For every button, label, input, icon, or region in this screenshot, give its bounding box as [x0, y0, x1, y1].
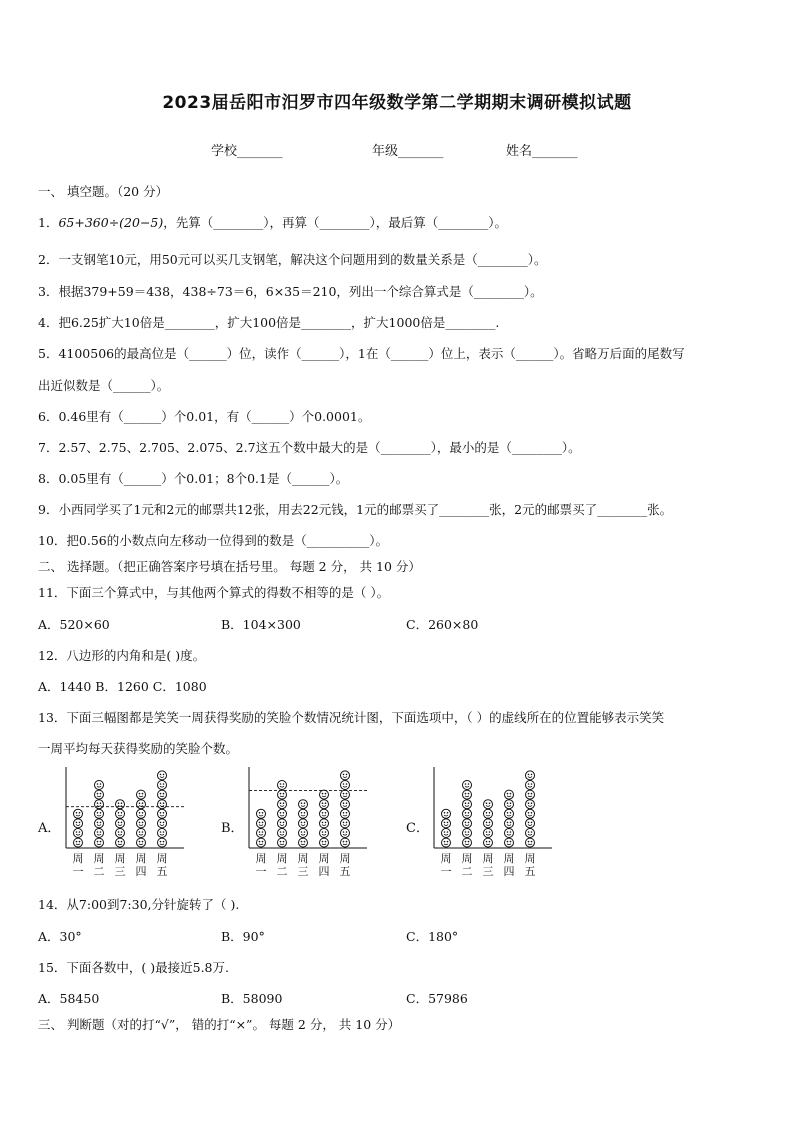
smiley-face-icon — [116, 838, 125, 847]
option-c[interactable]: C．180° — [406, 929, 459, 944]
smiley-face-icon — [320, 790, 329, 799]
question-6: 6．0.46里有（______）个0.01，有（______）个0.0001。 — [38, 409, 371, 424]
smiley-face-icon — [505, 838, 514, 847]
day-label: 五 — [156, 865, 168, 878]
name-field[interactable]: 姓名_______ — [506, 144, 578, 159]
grade-field[interactable]: 年级_______ — [372, 144, 444, 159]
option-b[interactable]: B．104×300 — [221, 617, 301, 632]
section-heading-choice: 二、 选择题。（把正确答案序号填在括号里。 每题 2 分， 共 10 分） — [38, 559, 421, 574]
day-label: 五 — [524, 865, 536, 878]
smiley-face-icon — [341, 838, 350, 847]
smiley-face-icon — [526, 790, 535, 799]
question-9: 9．小西同学买了1元和2元的邮票共12张，用去22元钱，1元的邮票买了________张，2元的邮票买了________张。 — [38, 502, 673, 517]
smiley-face-icon — [299, 829, 308, 838]
smiley-face-icon — [484, 819, 493, 828]
question-2: 2．一支钢笔10元，用50元可以买几支钢笔，解决这个问题用到的数量关系是（________）。 — [38, 252, 547, 267]
smiley-face-icon — [278, 829, 287, 838]
pictograph-c[interactable] — [406, 765, 576, 880]
smiley-face-icon — [278, 819, 287, 828]
smiley-face-icon — [116, 829, 125, 838]
smiley-face-icon — [95, 838, 104, 847]
smiley-face-icon — [137, 809, 146, 818]
smiley-face-icon — [442, 838, 451, 847]
smiley-face-icon — [320, 838, 329, 847]
section-heading-judge: 三、 判断题（对的打“√”， 错的打“×”。 每题 2 分， 共 10 分） — [38, 1017, 401, 1032]
smiley-face-icon — [158, 819, 167, 828]
smiley-face-icon — [137, 838, 146, 847]
smiley-face-icon — [526, 809, 535, 818]
day-label: 周 — [135, 852, 147, 865]
section-heading-fill: 一、 填空题。（20 分） — [38, 184, 169, 199]
smiley-face-icon — [278, 781, 287, 790]
day-label: 周 — [524, 852, 536, 865]
question-1 — [38, 213, 507, 231]
option-b[interactable]: B．90° — [221, 929, 265, 944]
smiley-face-icon — [320, 829, 329, 838]
smiley-face-icon — [158, 838, 167, 847]
smiley-face-icon — [257, 838, 266, 847]
smiley-face-icon — [442, 809, 451, 818]
smiley-face-icon — [505, 800, 514, 809]
day-label: 周 — [114, 852, 126, 865]
day-label: 周 — [72, 852, 84, 865]
day-label: 二 — [461, 865, 473, 878]
day-label: 周 — [156, 852, 168, 865]
day-label: 周 — [255, 852, 267, 865]
day-label: 周 — [297, 852, 309, 865]
smiley-face-icon — [158, 790, 167, 799]
smiley-face-icon — [320, 800, 329, 809]
smiley-face-icon — [484, 829, 493, 838]
question-3: 3．根据379+59＝438，438÷73＝6，6×35＝210，列出一个综合算式是（________）。 — [38, 284, 543, 299]
smiley-face-icon — [299, 809, 308, 818]
option-label: A． — [38, 821, 61, 836]
question-14: 14．从7:00到7:30,分针旋转了（ ). — [38, 897, 240, 912]
smiley-face-icon — [95, 809, 104, 818]
question-4: 4．把6.25扩大10倍是________，扩大100倍是________，扩大1000倍是________. — [38, 315, 500, 330]
option-a[interactable]: A．58450 — [38, 991, 100, 1006]
smiley-face-icon — [505, 819, 514, 828]
day-label: 周 — [276, 852, 288, 865]
option-b[interactable]: B．58090 — [221, 991, 283, 1006]
option-label: B． — [221, 821, 244, 836]
question-number: 1． — [38, 215, 59, 230]
day-label: 周 — [461, 852, 473, 865]
smiley-face-icon — [137, 829, 146, 838]
smiley-face-icon — [341, 800, 350, 809]
question-5-continued: 出近似数是（______）。 — [38, 378, 170, 393]
page-title: 2023届岳阳市汨罗市四年级数学第二学期期末调研模拟试题 — [162, 93, 632, 113]
smiley-face-icon — [463, 838, 472, 847]
option-label: C． — [406, 821, 429, 836]
smiley-face-icon — [95, 800, 104, 809]
question-10: 10．把0.56的小数点向左移动一位得到的数是（__________）。 — [38, 533, 388, 548]
day-label: 一 — [255, 865, 267, 878]
smiley-face-icon — [257, 829, 266, 838]
smiley-face-icon — [158, 781, 167, 790]
smiley-face-icon — [484, 838, 493, 847]
option-c[interactable]: C．260×80 — [406, 617, 479, 632]
smiley-face-icon — [526, 800, 535, 809]
question-11: 11．下面三个算式中，与其他两个算式的得数不相等的是（ ）。 — [38, 585, 390, 600]
day-label: 一 — [440, 865, 452, 878]
day-label: 周 — [482, 852, 494, 865]
smiley-face-icon — [341, 819, 350, 828]
smiley-face-icon — [526, 838, 535, 847]
smiley-face-icon — [74, 838, 83, 847]
smiley-face-icon — [74, 809, 83, 818]
smiley-face-icon — [341, 790, 350, 799]
smiley-face-icon — [257, 819, 266, 828]
smiley-face-icon — [116, 809, 125, 818]
smiley-face-icon — [278, 790, 287, 799]
smiley-face-icon — [526, 829, 535, 838]
smiley-face-icon — [526, 781, 535, 790]
smiley-face-icon — [299, 819, 308, 828]
smiley-face-icon — [463, 800, 472, 809]
smiley-face-icon — [484, 809, 493, 818]
smiley-face-icon — [95, 819, 104, 828]
option-a[interactable]: A．520×60 — [38, 617, 110, 632]
day-label: 周 — [318, 852, 330, 865]
math-expression: 65+360÷(20−5) — [58, 215, 164, 230]
smiley-face-icon — [484, 800, 493, 809]
smiley-face-icon — [74, 829, 83, 838]
question-12: 12．八边形的内角和是( )度。 — [38, 648, 206, 663]
smiley-face-icon — [463, 829, 472, 838]
question-8: 8．0.05里有（______）个0.01；8个0.1是（______）。 — [38, 471, 349, 486]
smiley-face-icon — [116, 819, 125, 828]
option-c[interactable]: C．57986 — [406, 991, 468, 1006]
smiley-face-icon — [278, 838, 287, 847]
pictograph-svg — [221, 765, 391, 880]
smiley-face-icon — [341, 781, 350, 790]
question-13-continued: 一周平均每天获得奖励的笑脸个数。 — [38, 741, 239, 756]
smiley-face-icon — [320, 819, 329, 828]
pictograph-a[interactable] — [38, 765, 208, 880]
day-label: 周 — [440, 852, 452, 865]
smiley-face-icon — [320, 809, 329, 818]
smiley-face-icon — [341, 809, 350, 818]
option-a[interactable]: A．30° — [38, 929, 82, 944]
pictograph-svg — [38, 765, 208, 880]
day-label: 三 — [114, 865, 126, 878]
smiley-face-icon — [463, 781, 472, 790]
school-field[interactable]: 学校_______ — [211, 144, 283, 159]
smiley-face-icon — [463, 809, 472, 818]
day-label: 一 — [72, 865, 84, 878]
question-12-options[interactable]: A．1440 B．1260 C．1080 — [38, 679, 207, 694]
smiley-face-icon — [463, 819, 472, 828]
question-15: 15．下面各数中，( )最接近5.8万. — [38, 960, 229, 975]
smiley-face-icon — [158, 800, 167, 809]
pictograph-svg — [406, 765, 576, 880]
smiley-face-icon — [158, 809, 167, 818]
smiley-face-icon — [137, 790, 146, 799]
day-label: 五 — [339, 865, 351, 878]
smiley-face-icon — [137, 819, 146, 828]
smiley-face-icon — [95, 829, 104, 838]
smiley-face-icon — [278, 809, 287, 818]
day-label: 四 — [318, 865, 330, 878]
smiley-face-icon — [158, 829, 167, 838]
smiley-face-icon — [74, 819, 83, 828]
smiley-face-icon — [505, 790, 514, 799]
smiley-face-icon — [116, 800, 125, 809]
question-5: 5．4100506的最高位是（______）位，读作（______），1在（______）位上，表示（______）。省略万后面的尾数写 — [38, 346, 685, 361]
smiley-face-icon — [278, 800, 287, 809]
smiley-face-icon — [505, 809, 514, 818]
smiley-face-icon — [95, 781, 104, 790]
day-label: 周 — [339, 852, 351, 865]
day-label: 四 — [503, 865, 515, 878]
smiley-face-icon — [257, 809, 266, 818]
smiley-face-icon — [526, 771, 535, 780]
smiley-face-icon — [442, 819, 451, 828]
smiley-face-icon — [463, 790, 472, 799]
smiley-face-icon — [505, 829, 514, 838]
day-label: 周 — [93, 852, 105, 865]
smiley-face-icon — [442, 829, 451, 838]
smiley-face-icon — [137, 800, 146, 809]
smiley-face-icon — [341, 771, 350, 780]
day-label: 三 — [297, 865, 309, 878]
pictograph-b[interactable] — [221, 765, 391, 880]
smiley-face-icon — [95, 790, 104, 799]
day-label: 二 — [93, 865, 105, 878]
smiley-face-icon — [526, 819, 535, 828]
smiley-face-icon — [299, 838, 308, 847]
smiley-face-icon — [341, 829, 350, 838]
smiley-face-icon — [299, 800, 308, 809]
smiley-face-icon — [158, 771, 167, 780]
day-label: 周 — [503, 852, 515, 865]
day-label: 四 — [135, 865, 147, 878]
day-label: 二 — [276, 865, 288, 878]
question-7: 7．2.57、2.75、2.705、2.075、2.7这五个数中最大的是（________），最小的是（________）。 — [38, 440, 581, 455]
day-label: 三 — [482, 865, 494, 878]
question-13: 13．下面三幅图都是笑笑一周获得奖励的笑脸个数情况统计图，下面选项中，（ ）的虚线所在的位置能够表示笑笑 — [38, 710, 665, 725]
question-text: ，先算（________），再算（________），最后算（________）。 — [163, 215, 508, 230]
